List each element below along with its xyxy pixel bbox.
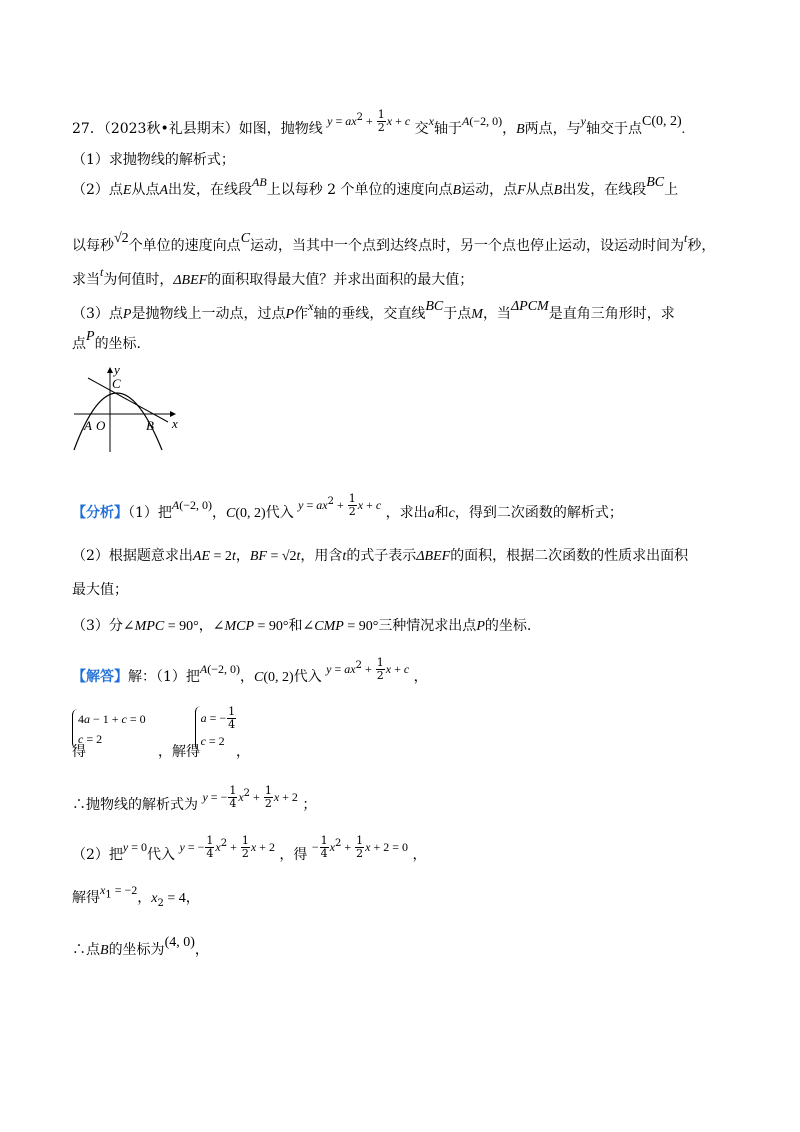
- solution-line-5: 解得$x_1 = -2$，$x_2 = 4$，: [72, 883, 200, 909]
- solution-line-6: ∴点B的坐标为(4, 0)，: [72, 935, 209, 958]
- x-label: x: [172, 416, 178, 431]
- question-3-line-1: （3）点P是抛物线上一动点，过点P作x轴的垂线，交直线BC于点M，当ΔPCM是直角三角形时，求: [72, 299, 675, 322]
- b-label: B: [146, 418, 154, 433]
- solution-line-4: （2）把y = 0代入 y = − $\frac{1}{4}$ $x^2$ + $\frac{1}{2}$ x + 2 ，得 − $\frac{1}{4}$ $x^2$ + $\frac{1}{2}$ x + 2 = 0 ，: [72, 834, 427, 863]
- a-label: A: [84, 418, 92, 433]
- problem-line-1: 27．（2023秋•礼县期末）如图，抛物线 $y = ax^2$ + $\frac{1}{2}$ x + c 交x轴于A(−2, 0)，B两点，与y轴交于点C(0, 2).: [72, 108, 686, 137]
- solution-line-1: 【解答】解：（1）把A(−2, 0)，C(0, 2)代入 $y = ax^2$ + $\frac{1}{2}$ x + c ，: [72, 656, 428, 685]
- y-label: y: [114, 362, 120, 377]
- equation-system: 4a − 1 + c = 0 c = 2: [72, 709, 146, 749]
- solution-line-2-text: 得 ，解得 ，: [72, 744, 250, 760]
- question-2-line-3: 求当t为何值时，ΔBEF的面积取得最大值？并求出面积的最大值；: [72, 265, 474, 288]
- point-c: C(0, 2): [641, 114, 682, 129]
- question-2-line-1: （2）点E从点A出发，在线段AB上以每秒 2 个单位的速度向点B运动，点F从点B出发，在线段BC上: [72, 175, 679, 198]
- solution-line-3: ∴抛物线的解析式为 y = − $\frac{1}{4}$ $x^2$ + $\frac{1}{2}$ x + 2 ；: [72, 784, 317, 813]
- analysis-line-2: （2）根据题意求出AE = 2t，BF = √2t，用含t的式子表示ΔBEF的面积，根据二次函数的性质求出面积: [72, 548, 689, 564]
- system-solution: a = − $\frac{1}{4}$ c = 2: [195, 706, 238, 751]
- analysis-line-3: 最大值；: [72, 582, 128, 598]
- c-label: C: [112, 376, 121, 391]
- line-bc: [88, 378, 168, 422]
- point-a: A(−2, 0): [461, 114, 503, 128]
- analysis-tag: 【分析】: [72, 505, 128, 521]
- o-label: O: [96, 418, 106, 433]
- analysis-line-1: 【分析】（1）把A(−2, 0)，C(0, 2)代入 $y = ax^2$ + $\frac{1}{2}$ x + c ，求出a和c，得到二次函数的解析式；: [72, 492, 623, 521]
- parabola-figure: [70, 362, 185, 457]
- question-1: （1）求抛物线的解析式；: [72, 152, 235, 168]
- question-2-line-2: 以每秒√2个单位的速度向点C运动，当其中一个点到达终点时，另一个点也停止运动，设运动时间为t秒，: [72, 231, 716, 254]
- question-3-line-2: 点P的坐标.: [72, 329, 142, 352]
- problem-number: 27．: [72, 121, 104, 137]
- parabola-equation: $y = ax^2$ + $\frac{1}{2}$ x + c: [327, 108, 411, 134]
- analysis-line-4: （3）分∠MPC = 90°，∠MCP = 90°和∠CMP = 90°三种情况求出点P的坐标.: [72, 618, 532, 634]
- solution-tag: 【解答】: [72, 669, 128, 685]
